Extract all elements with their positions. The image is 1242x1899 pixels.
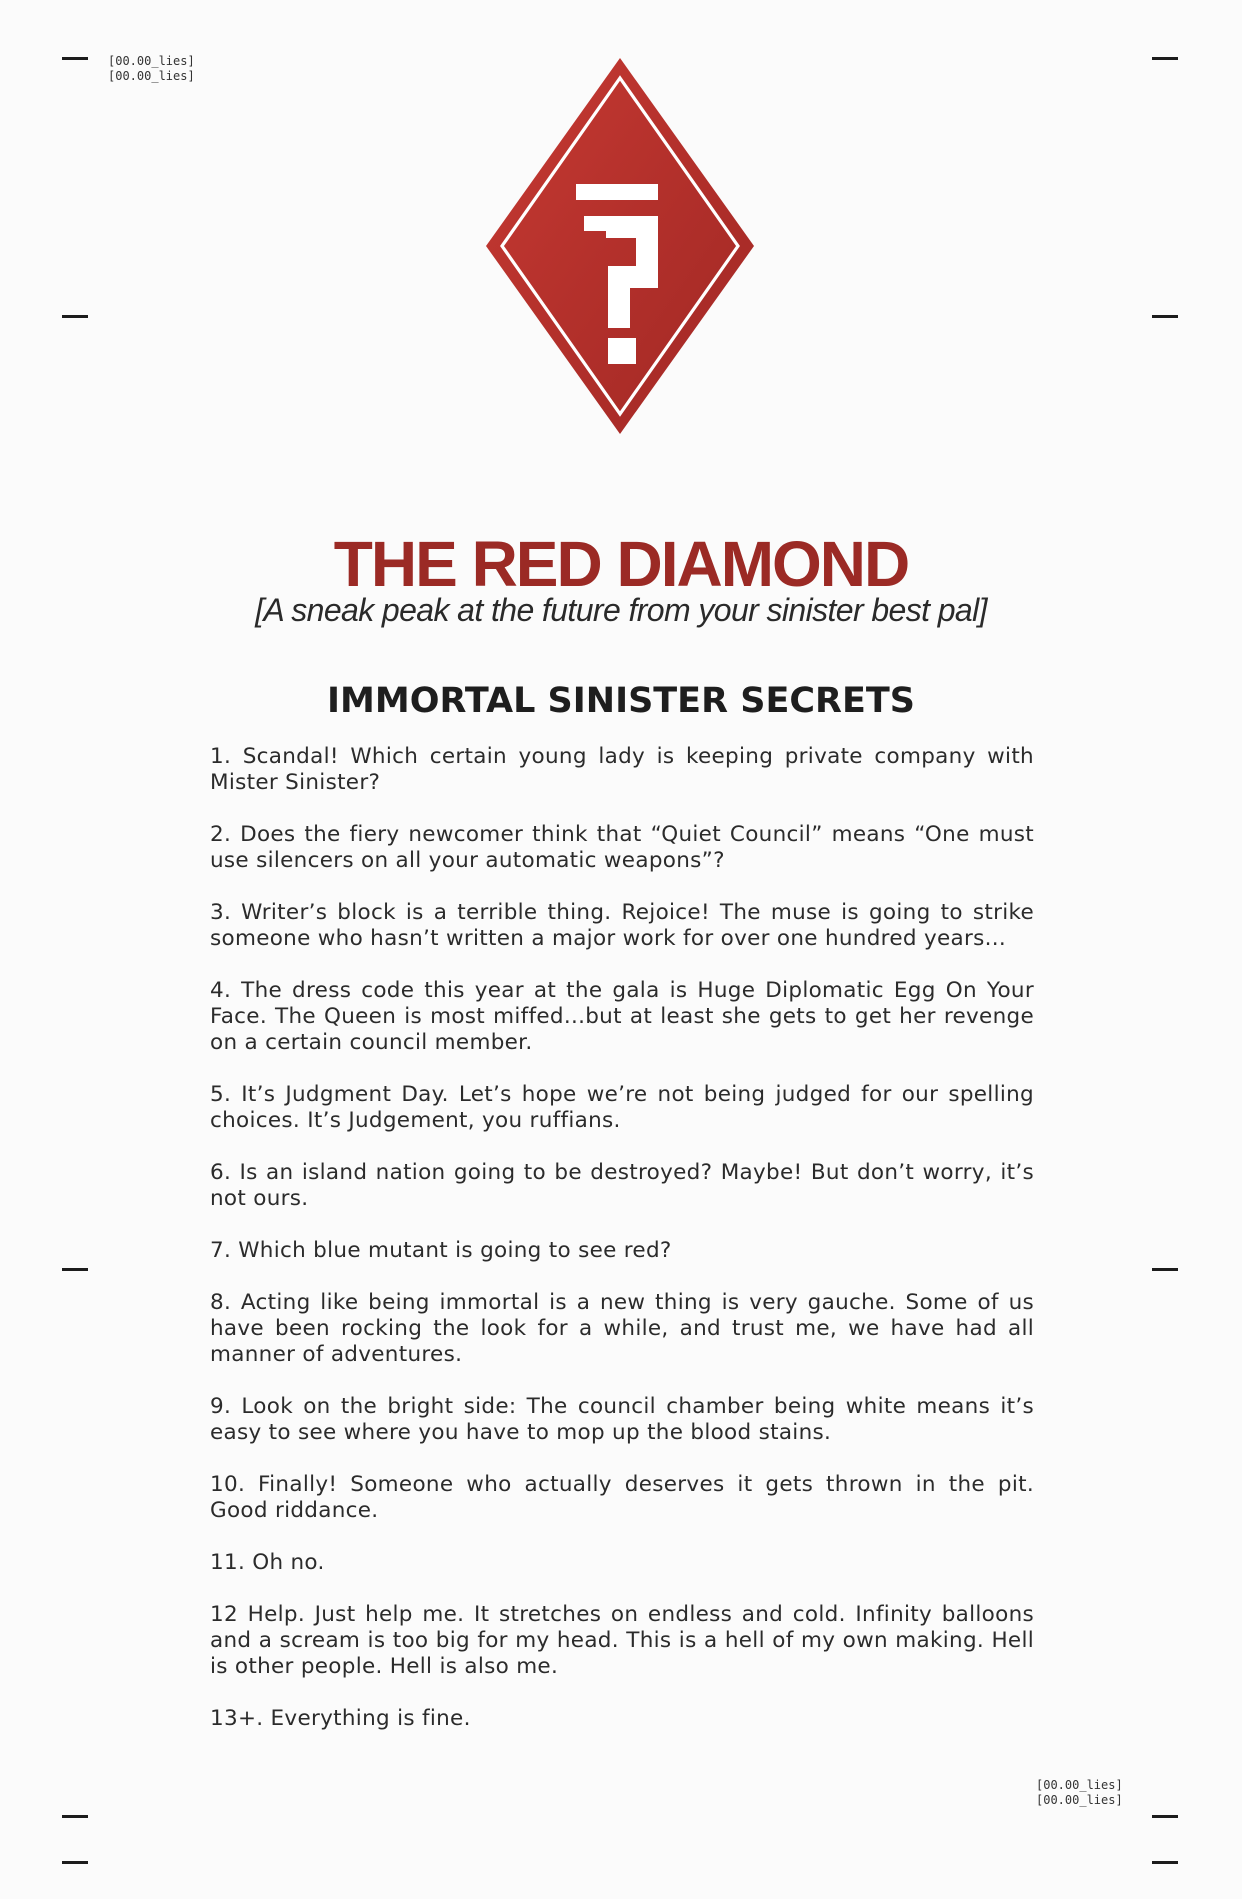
corner-tag-line: [00.00_lies] [1036, 1793, 1123, 1807]
secret-item: 9. Look on the bright side: The council chamber being white means it’s easy to see where you have to mop up the blood stains. [210, 1394, 1034, 1445]
secret-item: 13+. Everything is fine. [210, 1706, 471, 1731]
secret-item: 11. Oh no. [210, 1550, 325, 1575]
secret-item: 5. It’s Judgment Day. Let’s hope we’re not being judged for our spelling choices. It’s Judgement, you ruffians. [210, 1082, 1034, 1133]
corner-tag-line: [00.00_lies] [108, 69, 195, 83]
secret-item: 2. Does the fiery newcomer think that “Quiet Council” means “One must use silencers on all your automatic weapons”? [210, 822, 1034, 873]
corner-tag-top-left [108, 54, 195, 84]
page-subtitle: [A sneak peak at the future from your sinister best pal] [255, 592, 987, 628]
registration-mark [1152, 315, 1178, 318]
registration-mark [62, 315, 88, 318]
registration-mark [1152, 57, 1178, 60]
secret-item: 12 Help. Just help me. It stretches on endless and cold. Infinity balloons and a scream is too big for my head. This is a hell of my own making. Hell is other people. Hell is also me. [210, 1602, 1034, 1679]
registration-mark [62, 1861, 88, 1864]
registration-mark [62, 57, 88, 60]
secret-item: 4. The dress code this year at the gala is Huge Diplomatic Egg On Your Face. The Queen is most miffed...but at least she gets to get her revenge on a certain council member. [210, 978, 1034, 1055]
corner-tag-line: [00.00_lies] [108, 54, 195, 68]
registration-mark [62, 1815, 88, 1818]
corner-tag-line: [00.00_lies] [1036, 1778, 1123, 1792]
secret-item: 10. Finally! Someone who actually deserves it gets thrown in the pit. Good riddance. [210, 1472, 1034, 1523]
page-title: THE RED DIAMOND [333, 528, 909, 600]
section-heading: IMMORTAL SINISTER SECRETS [327, 681, 915, 721]
secrets-list [210, 744, 1034, 1758]
secret-item: 8. Acting like being immortal is a new thing is very gauche. Some of us have been rocking the look for a while, and trust me, we have had all manner of adventures. [210, 1290, 1034, 1367]
registration-mark [1152, 1861, 1178, 1864]
secret-item: 3. Writer’s block is a terrible thing. Rejoice! The muse is going to strike someone who hasn’t written a major work for over one hundred years... [210, 900, 1034, 951]
secret-item: 7. Which blue mutant is going to see red? [210, 1238, 672, 1263]
registration-mark [62, 1268, 88, 1271]
registration-mark [1152, 1268, 1178, 1271]
registration-mark [1152, 1815, 1178, 1818]
red-diamond-question-mark-icon [484, 56, 756, 436]
secret-item: 1. Scandal! Which certain young lady is keeping private company with Mister Sinister? [210, 744, 1034, 795]
corner-tag-bottom-right [1036, 1778, 1123, 1808]
secret-item: 6. Is an island nation going to be destroyed? Maybe! But don’t worry, it’s not ours. [210, 1160, 1034, 1211]
